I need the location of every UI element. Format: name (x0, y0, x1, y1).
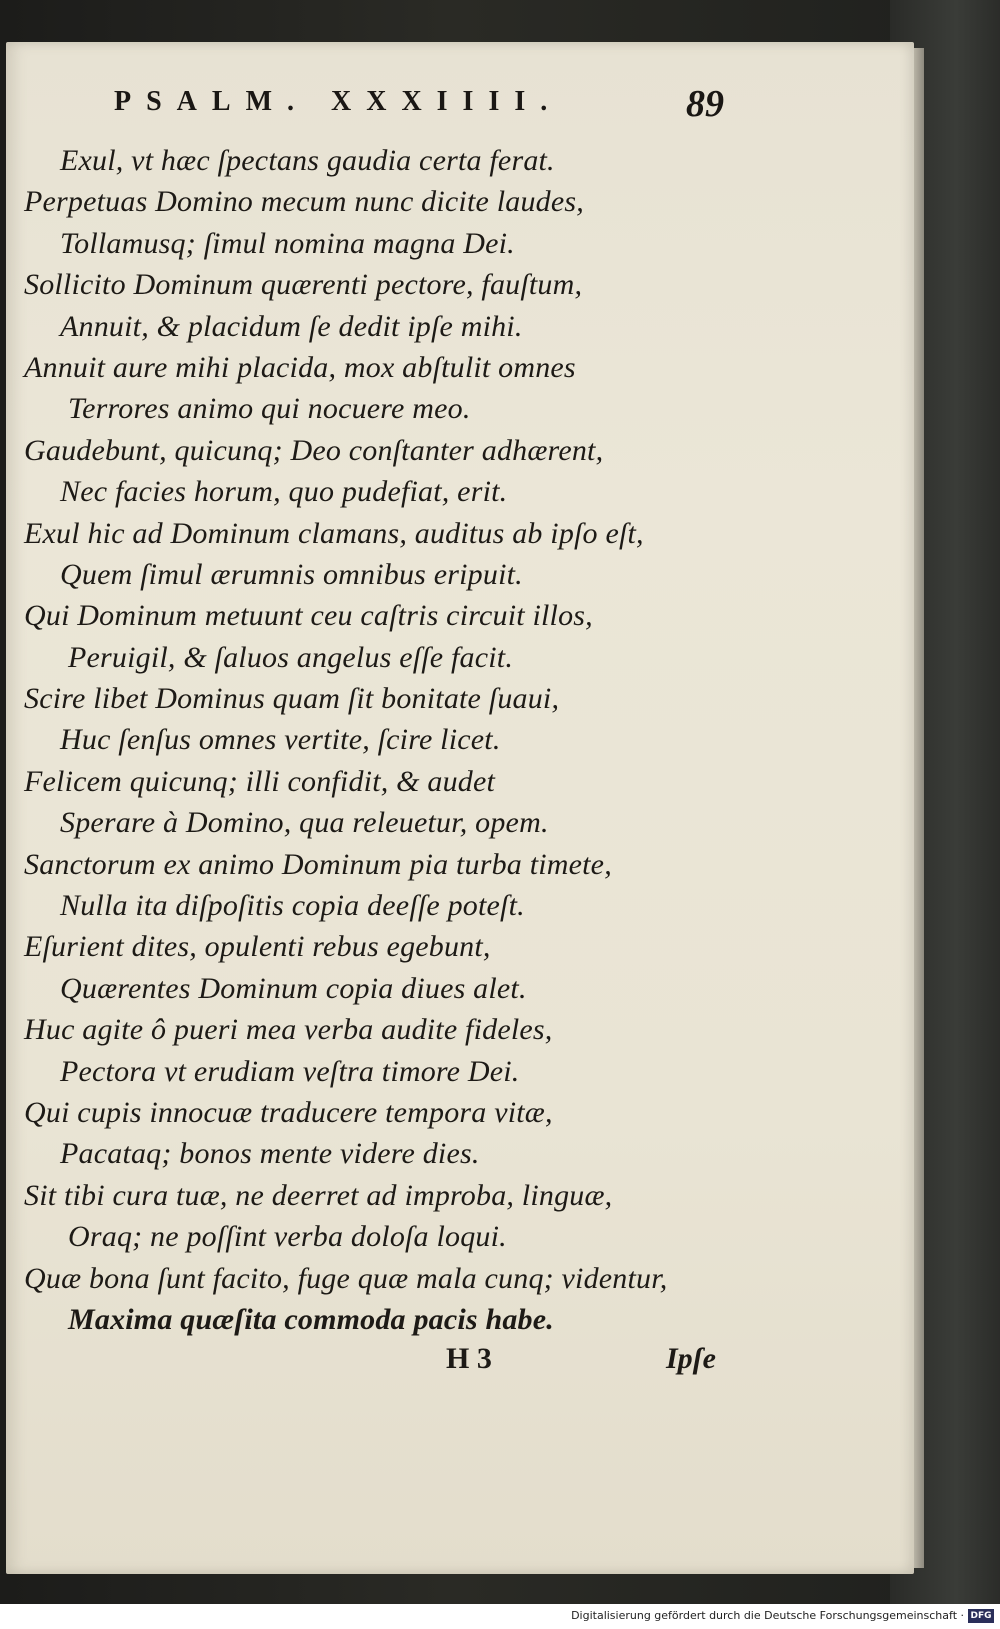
verse-text (20, 140, 740, 1340)
verse-line: Exul, vt hæc ſpectans gaudia certa ferat. (60, 144, 555, 177)
verse-line: Gaudebunt, quicunq; Deo conſtanter adhærent, (24, 433, 604, 467)
page-number: 89 (686, 83, 724, 125)
verse-line: Sperare à Domino, qua releuetur, opem. (60, 806, 549, 840)
verse-line: Tollamusq; ſimul nomina magna Dei. (60, 226, 515, 260)
verse-line: Annuit aure mihi placida, mox abſtulit omnes (24, 350, 576, 384)
verse-line: Felicem quicunq; illi confidit, & audet (24, 764, 496, 798)
verse-line: Quem ſimul ærumnis omnibus eripuit. (60, 557, 523, 591)
header-title: PSALM. XXXIIII. (114, 86, 563, 117)
verse-line: Sollicito Dominum quærenti pectore, fauſtum, (24, 268, 583, 302)
verse-line: Peruigil, & ſaluos angelus eſſe facit. (68, 640, 514, 674)
page-edge (914, 48, 924, 1568)
signature-mark: H 3 (446, 1342, 492, 1375)
verse-line: Oraq; ne poſſint verba doloſa loqui. (68, 1220, 507, 1254)
verse-line: Quæ bona ſunt facito, fuge quæ mala cunq; videntur, (24, 1261, 668, 1295)
verse-line: Maxima quæſita commoda pacis habe. (68, 1302, 554, 1336)
page-foot (20, 1342, 740, 1386)
verse-line: Exul hic ad Dominum clamans, auditus ab ipſo eſt, (24, 516, 644, 550)
verse-line: Nec facies horum, quo pudefiat, erit. (60, 475, 508, 509)
verse-line: Eſurient dites, opulenti rebus egebunt, (24, 930, 491, 964)
verse-line: Huc ſenſus omnes vertite, ſcire licet. (60, 723, 501, 757)
verse-line: Pectora vt erudiam veſtra timore Dei. (60, 1054, 520, 1088)
dfg-logo: DFG (968, 1609, 994, 1623)
verse-line: Qui cupis innocuæ traducere tempora vitæ, (24, 1095, 553, 1129)
verse-line: Sanctorum ex animo Dominum pia turba timete, (24, 847, 612, 881)
digitization-footer (0, 1604, 1000, 1629)
verse-line: Perpetuas Domino mecum nunc dicite laudes, (24, 185, 584, 219)
running-header (114, 82, 724, 132)
verse-line: Annuit, & placidum ſe dedit ipſe mihi. (60, 309, 523, 343)
verse-line: Terrores animo qui nocuere meo. (68, 392, 471, 426)
catchword: Ipſe (666, 1342, 716, 1375)
verse-line: Scire libet Dominus quam ſit bonitate ſuaui, (24, 682, 560, 716)
verse-line: Huc agite ô pueri mea verba audite fideles, (24, 1013, 553, 1047)
funding-credit: Digitalisierung gefördert durch die Deutsche Forschungsgemeinschaft · (571, 1609, 964, 1622)
verse-line: Nulla ita diſpoſitis copia deeſſe poteſt. (60, 889, 525, 923)
verse-line: Pacataq; bonos mente videre dies. (60, 1137, 480, 1171)
verse-line: Sit tibi cura tuæ, ne deerret ad improba, linguæ, (24, 1178, 613, 1212)
verse-line: Qui Dominum metuunt ceu caſtris circuit illos, (24, 599, 593, 633)
verse-line: Quærentes Dominum copia diues alet. (60, 971, 527, 1005)
